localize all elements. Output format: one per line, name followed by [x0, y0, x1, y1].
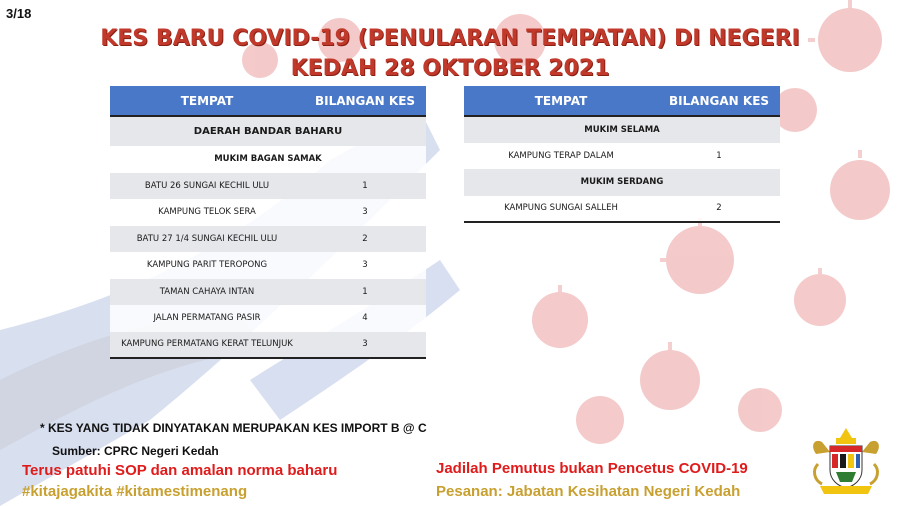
- title-line-2: KEDAH 28 OKTOBER 2021: [290, 56, 610, 81]
- place-cell: TAMAN CAHAYA INTAN: [110, 279, 304, 306]
- table-row: [110, 199, 426, 226]
- count-cell: 4: [304, 305, 426, 332]
- mukim-name: MUKIM SERDANG: [464, 169, 780, 196]
- header-place: TEMPAT: [464, 86, 658, 116]
- place-cell: KAMPUNG PERMATANG KERAT TELUNJUK: [110, 332, 304, 359]
- place-cell: KAMPUNG TERAP DALAM: [464, 143, 658, 170]
- place-cell: BATU 26 SUNGAI KECHIL ULU: [110, 173, 304, 200]
- mukim-row: [464, 169, 780, 196]
- source-text: Sumber: CPRC Negeri Kedah: [52, 444, 219, 458]
- page-number: 3/18: [6, 6, 32, 21]
- count-cell: 3: [304, 252, 426, 279]
- message-from: Pesanan: Jabatan Kesihatan Negeri Kedah: [436, 483, 741, 500]
- count-cell: 1: [658, 143, 780, 170]
- table-row: [110, 305, 426, 332]
- district-name: DAERAH BANDAR BAHARU: [110, 116, 426, 146]
- header-count: BILANGAN KES: [304, 86, 426, 116]
- table-header-row: [464, 86, 780, 116]
- table-header-row: [110, 86, 426, 116]
- table-row: [464, 143, 780, 170]
- table-row: [110, 226, 426, 253]
- table-row: [110, 332, 426, 359]
- place-cell: BATU 27 1/4 SUNGAI KECHIL ULU: [110, 226, 304, 253]
- cases-table-left: [110, 86, 426, 359]
- table-row: [110, 252, 426, 279]
- district-row: [110, 116, 426, 146]
- mukim-name: MUKIM BAGAN SAMAK: [110, 146, 426, 173]
- count-cell: 1: [304, 173, 426, 200]
- title-line-1: KES BARU COVID-19 (PENULARAN TEMPATAN) DI NEGERI: [100, 26, 800, 51]
- place-cell: KAMPUNG TELOK SERA: [110, 199, 304, 226]
- count-cell: 2: [658, 196, 780, 223]
- header-count: BILANGAN KES: [658, 86, 780, 116]
- mukim-name: MUKIM SELAMA: [464, 116, 780, 143]
- import-note: * KES YANG TIDAK DINYATAKAN MERUPAKAN KES IMPORT B @ C: [40, 421, 427, 435]
- count-cell: 2: [304, 226, 426, 253]
- count-cell: 1: [304, 279, 426, 306]
- sop-message: Terus patuhi SOP dan amalan norma baharu: [22, 462, 338, 479]
- count-cell: 3: [304, 199, 426, 226]
- hashtags: #kitajagakita #kitamestimenang: [22, 483, 248, 500]
- table-row: [110, 279, 426, 306]
- mukim-row: [464, 116, 780, 143]
- coat-of-arms-icon: [806, 424, 886, 496]
- header-place: TEMPAT: [110, 86, 304, 116]
- place-cell: JALAN PERMATANG PASIR: [110, 305, 304, 332]
- cases-table-right: [464, 86, 780, 223]
- mukim-row: [110, 146, 426, 173]
- page-title: [0, 24, 900, 84]
- place-cell: KAMPUNG SUNGAI SALLEH: [464, 196, 658, 223]
- table-row: [110, 173, 426, 200]
- place-cell: KAMPUNG PARIT TEROPONG: [110, 252, 304, 279]
- count-cell: 3: [304, 332, 426, 359]
- slogan: Jadilah Pemutus bukan Pencetus COVID-19: [436, 460, 748, 477]
- table-row: [464, 196, 780, 223]
